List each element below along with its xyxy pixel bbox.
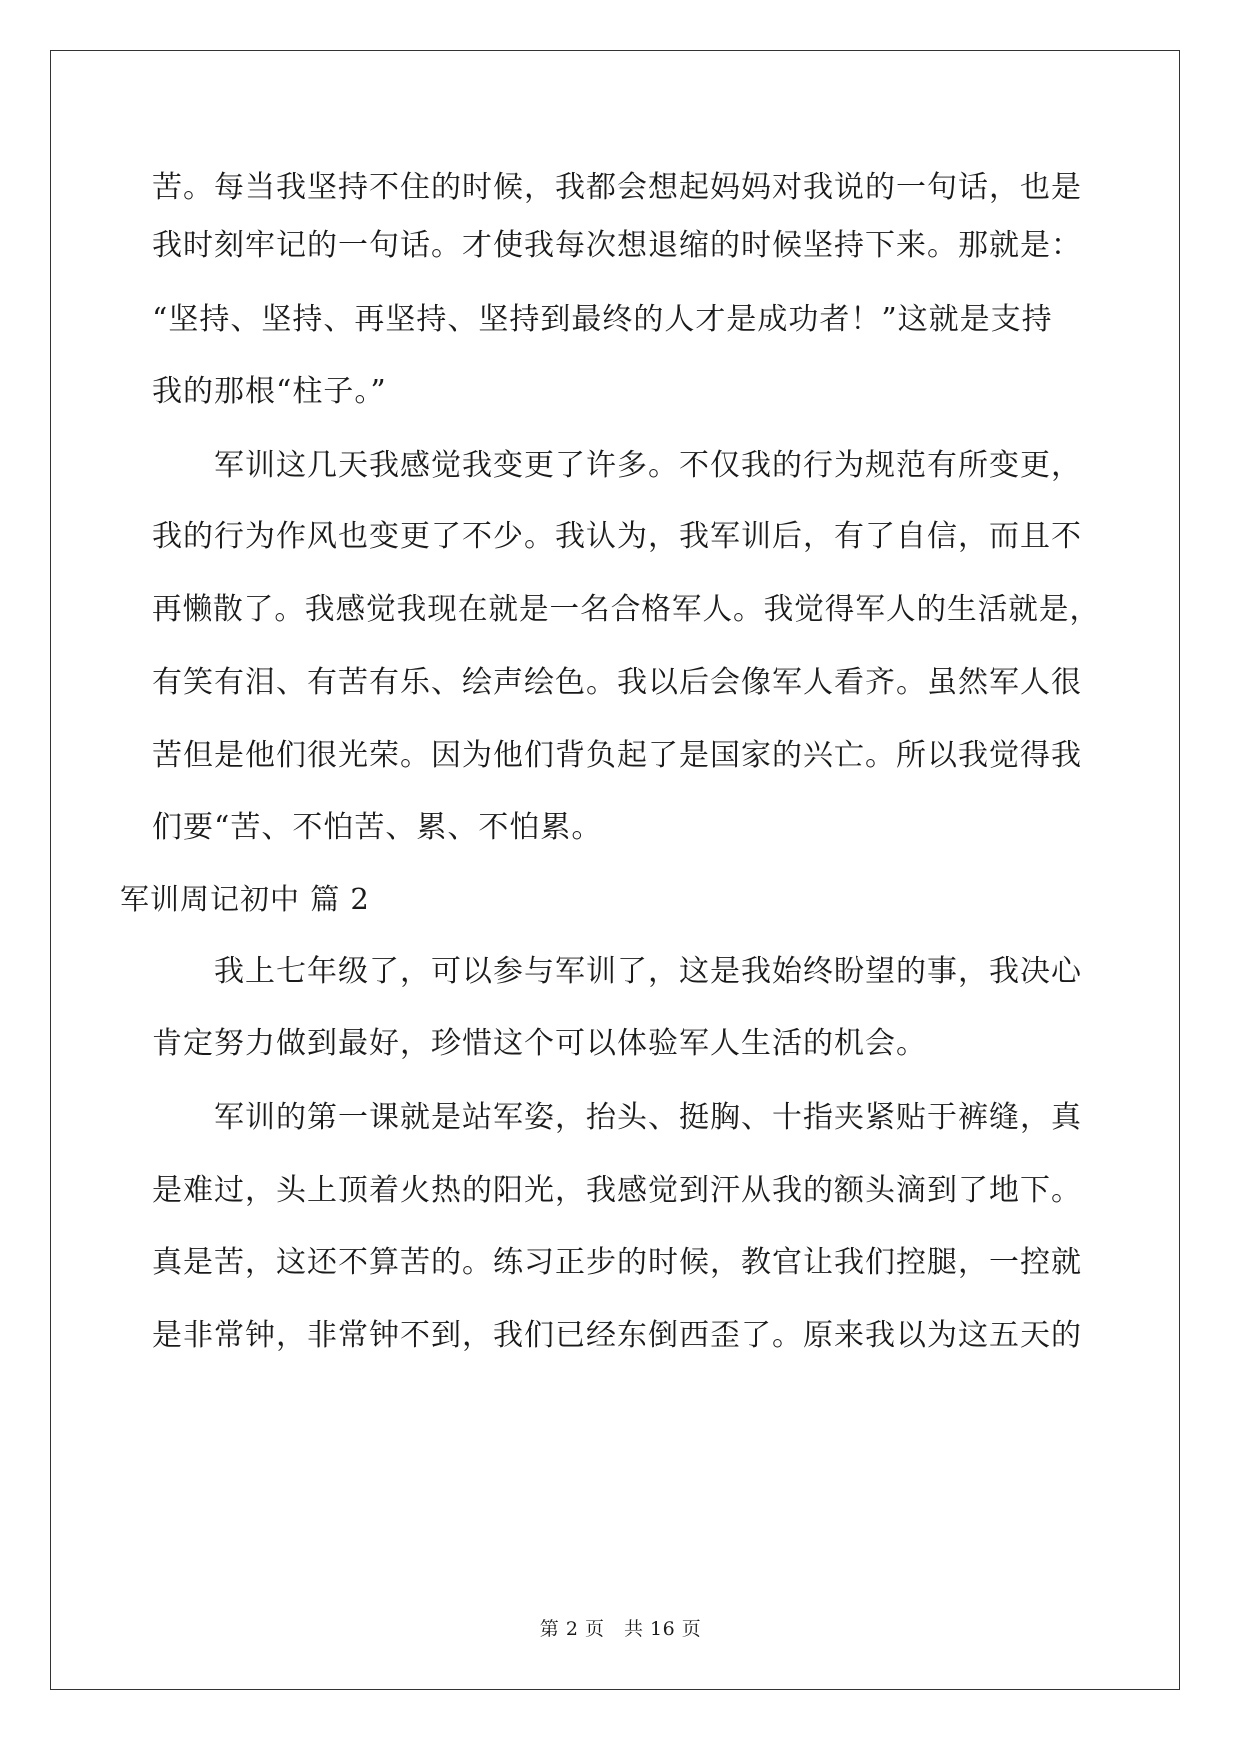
text-line: 是难过，头上顶着火热的阳光，我感觉到汗从我的额头滴到了地下。 — [152, 1173, 1082, 1208]
text-line: 军训这几天我感觉我变更了许多。不仅我的行为规范有所变更， — [152, 448, 1082, 483]
text-line: 我的行为作风也变更了不少。我认为，我军训后，有了自信，而且不 — [152, 519, 1082, 554]
text-line: 再懒散了。我感觉我现在就是一名合格军人。我觉得军人的生活就是， — [152, 592, 1101, 627]
text-line: 我上七年级了，可以参与军训了，这是我始终盼望的事，我决心 — [152, 954, 1082, 989]
section-heading: 军训周记初中 篇 2 — [120, 882, 370, 916]
page-footer: 第 2 页 共 16 页 — [539, 1618, 702, 1640]
text-line: 肯定努力做到最好，珍惜这个可以体验军人生活的机会。 — [152, 1026, 927, 1061]
text-line: 有笑有泪、有苦有乐、绘声绘色。我以后会像军人看齐。虽然军人很 — [152, 665, 1082, 700]
text-line: 军训的第一课就是站军姿，抬头、挺胸、十指夹紧贴于裤缝，真 — [152, 1100, 1082, 1135]
text-line: “坚持、坚持、再坚持、坚持到最终的人才是成功者！”这就是支持 — [152, 302, 1053, 337]
text-line: 我的那根“柱子。” — [152, 374, 387, 409]
text-line: 我时刻牢记的一句话。才使我每次想退缩的时候坚持下来。那就是： — [152, 228, 1082, 263]
text-line: 们要“苦、不怕苦、累、不怕累。 — [152, 810, 603, 845]
text-line: 苦。每当我坚持不住的时候，我都会想起妈妈对我说的一句话，也是 — [152, 170, 1082, 205]
text-line: 是非常钟，非常钟不到，我们已经东倒西歪了。原来我以为这五天的 — [152, 1318, 1082, 1353]
page-border — [50, 50, 1180, 1690]
text-line: 真是苦，这还不算苦的。练习正步的时候，教官让我们控腿，一控就 — [152, 1245, 1082, 1280]
text-line: 苦但是他们很光荣。因为他们背负起了是国家的兴亡。所以我觉得我 — [152, 738, 1082, 773]
